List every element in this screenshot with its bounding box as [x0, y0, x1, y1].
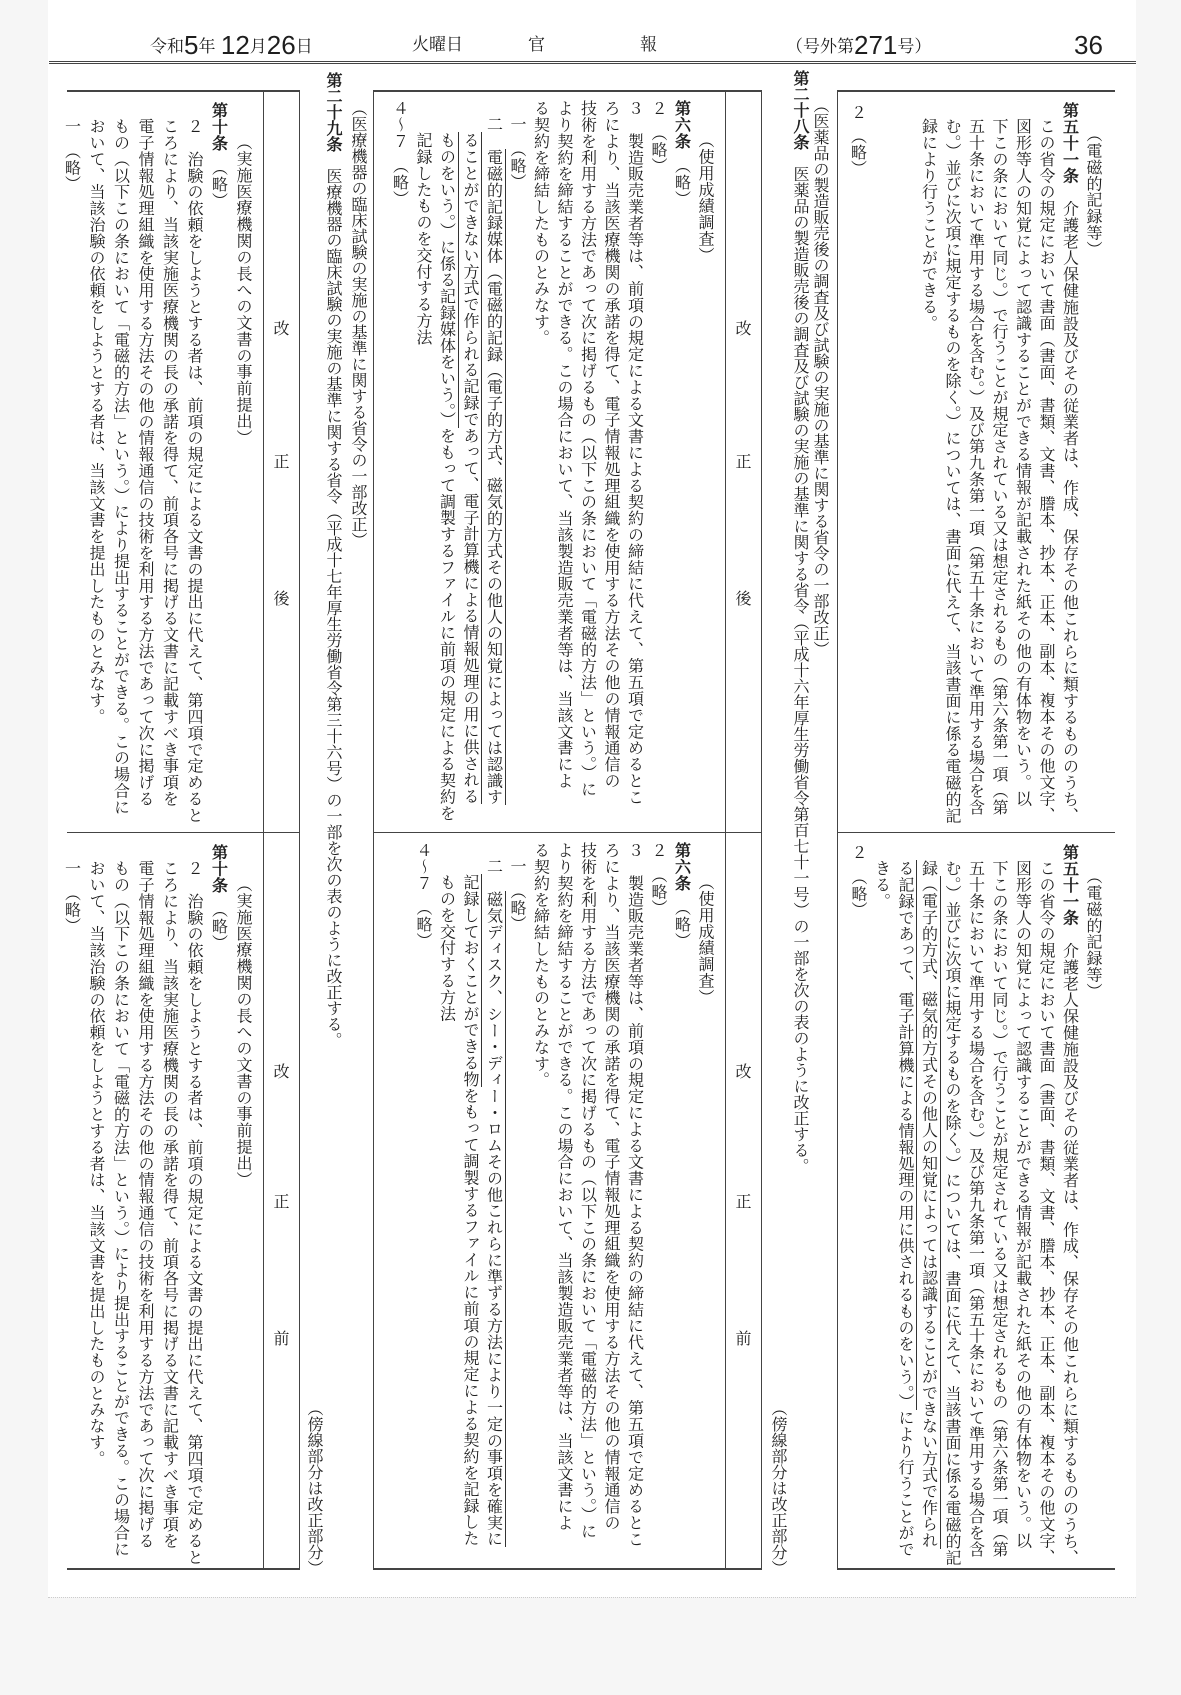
amended-text: 磁気ディスク、シー・ディー・ロムその他これらに準ずる方法により一定の事項を確実に — [484, 890, 504, 1547]
text-line: 録により行うことができる。 — [919, 118, 939, 332]
text-line: 技術を利用する方法であって次に掲げるもの（以下この条において「電磁的方法」という。）に — [578, 100, 598, 798]
text-line — [459, 842, 483, 1547]
text-line: 下この条において同じ。）で行うことが規定されている又は想定されるもの（第六条第一項（第 — [990, 118, 1009, 816]
after-amendment-cell — [59, 102, 255, 823]
after-amendment-cell — [917, 102, 1105, 824]
amended-text: る記録であって、電子計算機による情報処理の用に供されるものをいう。） — [896, 860, 915, 1410]
table-divider — [374, 832, 761, 833]
text: （略） — [209, 893, 229, 951]
label-after: 後 — [273, 589, 290, 608]
article-28-text: 医薬品の製造販売後の調査及び試験の実施の基準に関する省令（平成十六年厚生労働省令第百七十一号）の一部を次の表のように改正する。 — [791, 150, 810, 1174]
date-year-unit: 年 — [198, 37, 216, 57]
table-divider — [838, 832, 1115, 833]
article-line — [670, 842, 694, 1547]
article-28-heading — [790, 70, 810, 1174]
text-line: おいて、当該治験の依頼をしようとする者は、当該文書を提出したものとみなす。 — [87, 860, 106, 1467]
issue-no: 271 — [854, 30, 898, 60]
amended-text: 記録しておくことができる物 — [461, 874, 480, 1088]
text: （略） — [672, 149, 692, 207]
article-number: 第六条 — [672, 100, 692, 150]
date-month-unit: 月 — [249, 37, 267, 57]
label-sei: 正 — [273, 1192, 290, 1211]
text-line: より契約を締結することができる。この場合において、当該製造販売業者等は、当該文書によ — [555, 100, 574, 789]
right-comparison-table — [837, 90, 1115, 1570]
text-line: ３ 製造販売業者等は、前項の規定による文書による契約の締結に代えて、第五項で定めるとこ — [625, 842, 645, 1548]
text-line: ２ 治験の依頼をしようとする者は、前項の規定による文書の提出に代えて、第四項で定めると — [185, 118, 204, 824]
item-number: 二 — [484, 116, 504, 149]
date-year: 5 — [184, 30, 199, 60]
article-29-heading — [323, 72, 343, 1048]
text-line: 五十条において準用する場合を含む。）及び第九条第一項（第五十条において準用する場合を含 — [966, 860, 986, 1558]
text: により行うことがで — [896, 1409, 915, 1558]
label-after: 後 — [735, 589, 752, 608]
text-line: ころにより、当該実施医療機関の長の承諾を得て、前項各号に掲げる文書に記載すべき事項を — [160, 860, 180, 1549]
article-number: 第六条 — [672, 842, 692, 892]
amended-text: ることができない方式で作られる記録であって、電子計算機による情報処理の用に供される — [461, 132, 480, 805]
text-line: ものを交付する方法 — [437, 874, 457, 1022]
article-28-subtitle: （医薬品の製造販売後の調査及び試験の実施の基準に関する省令の一部改正） — [811, 97, 830, 657]
article-number: 第十条 — [209, 844, 229, 894]
label-kai: 改 — [273, 319, 290, 338]
page-number-value: 36 — [1074, 30, 1103, 60]
label-before: 前 — [273, 1329, 290, 1348]
text-line: 一 （略） — [508, 858, 527, 932]
article-caption: （実施医療機関の長への文書の事前提出） — [234, 134, 253, 446]
text: をもって調製するファイルに前項の規定による契約を — [437, 427, 457, 822]
left-comparison-table — [62, 90, 300, 1570]
label-kai: 改 — [273, 1062, 290, 1081]
issue-prefix: （号外第 — [786, 37, 854, 57]
label-column — [263, 92, 299, 1568]
label-sei: 正 — [735, 452, 752, 471]
date-day: 26 — [266, 30, 296, 60]
text-line — [917, 844, 941, 1566]
amended-text: 電磁的記録媒体（電磁的記録（電子的方式、磁気的方式その他人の知覚によっては認識す — [484, 148, 504, 805]
text: 介護老人保健施設及びその従業者は、作成、保存その他これらに類するもののうち、 — [1060, 926, 1080, 1566]
text-line: 一 （略） — [62, 118, 82, 192]
article-29-text: 医療機器の臨床試験の実施の基準に関する省令（平成十七年厚生労働省令第三十六号）の一部を次の表のように改正する。 — [324, 152, 343, 1048]
text-line — [459, 100, 483, 821]
label-column — [725, 92, 761, 1568]
article-caption: （使用成績調査） — [696, 874, 715, 1006]
text-line: ろにより、当該医療機関の承諾を得て、電子情報処理組織を使用する方法その他の情報通信の — [602, 842, 621, 1531]
text-line: 技術を利用する方法であって次に掲げるもの（以下この条において「電磁的方法」という。）に — [578, 842, 598, 1540]
text: をもって調製するファイルに前項の規定による契約を記録した — [461, 1087, 480, 1547]
text-line — [894, 844, 918, 1566]
text: （略） — [209, 151, 229, 209]
before-amendment-cell — [59, 844, 255, 1565]
text-line: 電子情報処理組織を使用する方法その他の情報通信の技術を利用する方法であって次に掲げる — [136, 118, 155, 807]
amended-text: ものをいう。）に係る記録媒体をいう。） — [437, 132, 457, 428]
label-sei: 正 — [735, 1192, 752, 1211]
article-caption: （使用成績調査） — [696, 132, 715, 264]
text-line: より契約を締結することができる。この場合において、当該製造販売業者等は、当該文書によ — [555, 842, 574, 1531]
label-kai: 改 — [735, 1062, 752, 1081]
text-line: この省令の規定において書面（書面、書類、文書、謄本、抄本、正本、副本、複本その他文字、 — [1037, 860, 1056, 1566]
article-line — [206, 844, 231, 1565]
text-line: 記録したものを交付する方法 — [414, 132, 433, 346]
article-line — [1058, 102, 1082, 824]
middle-comparison-table — [373, 90, 762, 1570]
article-line — [1058, 844, 1082, 1566]
text: 録 — [919, 860, 939, 877]
text-line — [482, 100, 506, 821]
page-bottom-edge — [48, 1597, 1136, 1598]
text-line: む。）並びに次項に規定するものを除く。）については、書面に代えて、当該書面に係る電磁的記 — [943, 860, 962, 1566]
text-line: おいて、当該治験の依頼をしようとする者は、当該文書を提出したものとみなす。 — [87, 118, 106, 725]
after-amendment-cell — [388, 100, 717, 821]
text-line: ２ （略） — [649, 842, 668, 916]
text-line: 一 （略） — [62, 860, 82, 934]
text-line: ４～７ （略） — [390, 100, 410, 207]
date-month: 12 — [220, 30, 250, 60]
paper-title-2: 報 — [640, 35, 657, 55]
text-line: もの（以下この条において「電磁的方法」という。）により提出することができる。この場合に — [111, 118, 131, 816]
article-caption: （電磁的記録等） — [1084, 868, 1103, 1000]
text: （略） — [672, 891, 692, 949]
issue-date — [150, 30, 313, 62]
paper-title-1: 官 — [528, 35, 545, 55]
article-line — [670, 100, 694, 821]
text-line: る契約を締結したものとみなす。 — [531, 100, 551, 346]
date-day-unit: 日 — [295, 37, 313, 57]
text-line: る契約を締結したものとみなす。 — [531, 842, 551, 1088]
label-kai: 改 — [735, 319, 752, 338]
text-line: 一 （略） — [508, 116, 527, 190]
paragraph-2-omitted: ２ （略） — [849, 844, 868, 918]
text-line — [482, 842, 506, 1547]
text-line: ４～７ （略） — [414, 842, 433, 949]
page-number — [1074, 30, 1103, 62]
item-number: 二 — [484, 858, 504, 891]
issue-number — [786, 30, 931, 62]
text-line: 電子情報処理組織を使用する方法その他の情報通信の技術を利用する方法であって次に掲げる — [136, 860, 155, 1549]
article-number: 第五十一条 — [1060, 844, 1080, 926]
label-before: 前 — [735, 1329, 752, 1348]
text-line: きる。 — [872, 860, 892, 910]
issue-suffix: 号） — [897, 37, 932, 57]
before-amendment-cell — [412, 842, 718, 1547]
weekday: 火曜日 — [412, 35, 463, 55]
article-caption: （実施医療機関の長への文書の事前提出） — [234, 876, 253, 1188]
label-sei: 正 — [273, 452, 290, 471]
amendment-note: （傍線部分は改正部分） — [769, 1400, 788, 1576]
paragraph-2-omitted: ２ （略） — [848, 104, 868, 176]
article-29-subtitle: （医療機器の臨床試験の実施の基準に関する省令の一部改正） — [349, 100, 368, 548]
text-line: 下この条において同じ。）で行うことが規定されている又は想定されるもの（第六条第一項（第 — [990, 860, 1009, 1558]
text-line: ３ 製造販売業者等は、前項の規定による文書による契約の締結に代えて、第五項で定めるとこ — [625, 100, 645, 806]
article-line — [206, 102, 231, 823]
amendment-note: （傍線部分は改正部分） — [305, 1400, 324, 1576]
header-rule — [49, 61, 1136, 64]
text-line: 五十条において準用する場合を含む。）及び第九条第一項（第五十条において準用する場合を含 — [966, 118, 986, 816]
text-line: 図形等人の知覚によって認識することができる情報が記載された紙その他の有体物をいう。以 — [1013, 118, 1033, 807]
text: 介護老人保健施設及びその従業者は、作成、保存その他これらに類するもののうち、 — [1060, 184, 1080, 824]
article-number: 第五十一条 — [1060, 102, 1080, 184]
text-line: ２ （略） — [649, 100, 668, 174]
text-line: ろにより、当該医療機関の承諾を得て、電子情報処理組織を使用する方法その他の情報通信の — [602, 100, 621, 789]
article-29-number: 第二十九条 — [324, 72, 343, 152]
text-line: む。）並びに次項に規定するものを除く。）については、書面に代えて、当該書面に係る電磁的記 — [943, 118, 962, 824]
date-era: 令和 — [150, 37, 184, 57]
article-number: 第十条 — [209, 102, 229, 152]
text-line: もの（以下この条において「電磁的方法」という。）により提出することができる。この場合に — [111, 860, 131, 1558]
before-amendment-cell — [847, 844, 1106, 1566]
text-line: この省令の規定において書面（書面、書類、文書、謄本、抄本、正本、副本、複本その他文字、 — [1037, 118, 1056, 824]
article-28-number: 第二十八条 — [791, 70, 810, 150]
text-line: ２ 治験の依頼をしようとする者は、前項の規定による文書の提出に代えて、第四項で定めると — [185, 860, 204, 1566]
text-line: 図形等人の知覚によって認識することができる情報が記載された紙その他の有体物をいう。以 — [1013, 860, 1033, 1549]
article-caption: （電磁的記録等） — [1084, 126, 1103, 258]
text-line — [435, 100, 459, 821]
amended-text: （電子的方式、磁気的方式その他人の知覚によっては認識することができない方式で作られ — [919, 876, 939, 1549]
text-line: ころにより、当該実施医療機関の長の承諾を得て、前項各号に掲げる文書に記載すべき事項を — [160, 118, 180, 807]
